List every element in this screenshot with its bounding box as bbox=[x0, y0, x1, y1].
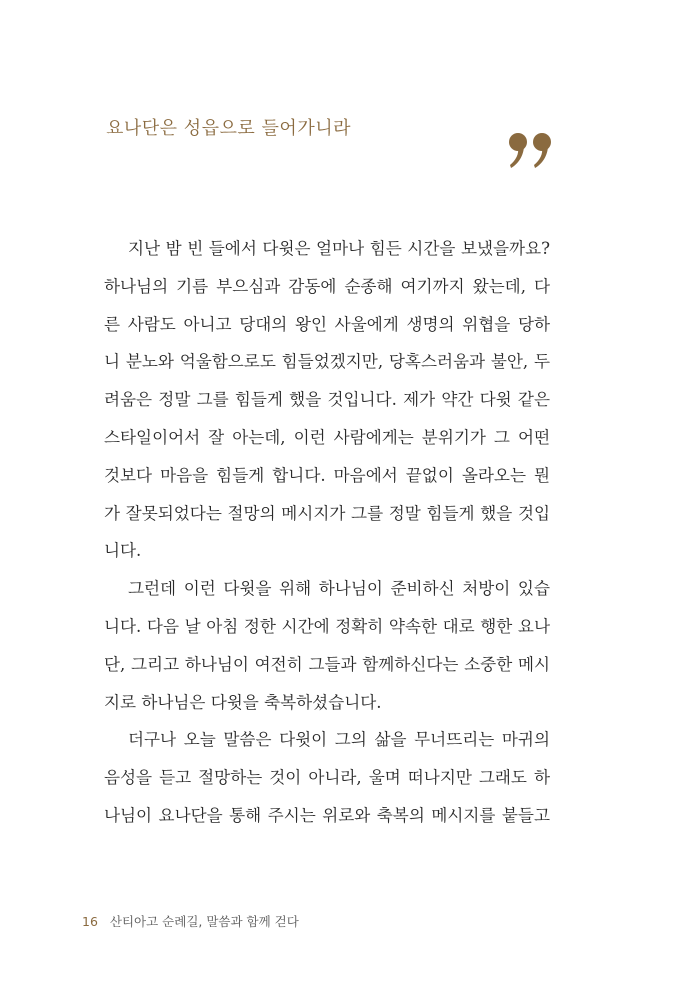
body-line: 더구나 오늘 말씀은 다윗이 그의 삶을 무너뜨리는 마귀의 bbox=[128, 730, 550, 750]
body-line: 니다. bbox=[104, 541, 142, 561]
body-line: 음성을 듣고 절망하는 것이 아니라, 울며 떠나지만 그래도 하 bbox=[104, 768, 550, 788]
quotation-mark-icon bbox=[506, 128, 556, 178]
body-line: 가 잘못되었다는 절망의 메시지가 그를 정말 힘들게 했을 것입 bbox=[104, 503, 550, 523]
page-number: 16 bbox=[82, 914, 98, 929]
body-line: 나님이 요나단을 통해 주시는 위로와 축복의 메시지를 붙들고 bbox=[104, 805, 550, 825]
body-line: 니 분노와 억울함으로도 힘들었겠지만, 당혹스러움과 불안, 두 bbox=[104, 352, 550, 372]
body-line: 니다. 다음 날 아침 정한 시간에 정확히 약속한 대로 행한 요나 bbox=[104, 616, 550, 636]
body-line: 른 사람도 아니고 당대의 왕인 사울에게 생명의 위협을 당하 bbox=[104, 314, 550, 334]
section-title: 요나단은 성읍으로 들어가니라 bbox=[106, 118, 351, 139]
body-line: 지난 밤 빈 들에서 다윗은 얼마나 힘든 시간을 보냈을까요? bbox=[128, 239, 550, 258]
page-footer bbox=[82, 912, 299, 930]
body-line: 하나님의 기름 부으심과 감동에 순종해 여기까지 왔는데, 다 bbox=[104, 276, 550, 296]
body-line: 려움은 정말 그를 힘들게 했을 것입니다. 제가 약간 다윗 같은 bbox=[104, 390, 550, 410]
body-line: 그런데 이런 다윗을 위해 하나님이 준비하신 처방이 있습 bbox=[128, 579, 550, 599]
body-line: 단, 그리고 하나님이 여전히 그들과 함께하신다는 소중한 메시 bbox=[104, 654, 550, 674]
body-paragraphs bbox=[104, 230, 550, 835]
body-line: 것보다 마음을 힘들게 합니다. 마음에서 끝없이 올라오는 뭔 bbox=[104, 465, 550, 485]
running-title: 산티아고 순례길, 말씀과 함께 걷다 bbox=[109, 914, 299, 929]
body-line: 스타일이어서 잘 아는데, 이런 사람에게는 분위기가 그 어떤 bbox=[104, 427, 550, 447]
body-line: 지로 하나님은 다윗을 축복하셨습니다. bbox=[104, 692, 382, 712]
